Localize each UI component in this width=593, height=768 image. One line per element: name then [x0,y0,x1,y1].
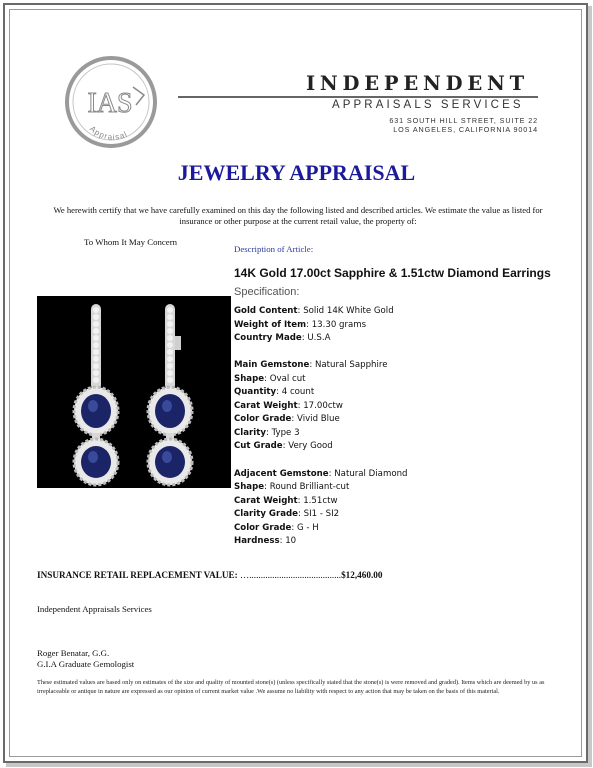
spec-main-quantity: Quantity: 4 count [234,387,315,398]
address-line-2: LOS ANGELES, CALIFORNIA 90014 [393,125,538,134]
appraiser-title: G.I.A Graduate Gemologist [37,659,135,669]
insurance-value-amount: $12,460.00 [341,570,383,580]
insurance-value-label: INSURANCE RETAIL REPLACEMENT VALUE: [37,570,238,580]
spec-main-cut: Cut Grade: Very Good [234,441,333,452]
certification-text: We herewith certify that we have carefully examined on this day the following listed and described articles. We estimate the value as listed for insurance or other purpose at the current retail value, the property of: [53,205,543,226]
specification-label: Specification: [234,286,300,298]
spec-adj-carat: Carat Weight: 1.51ctw [234,495,338,506]
spec-gold-content: Gold Content: Solid 14K White Gold [234,306,394,316]
spec-main-color: Color Grade: Vivid Blue [234,414,340,425]
page-title: JEWELRY APPRAISAL [177,160,416,185]
spec-main-shape: Shape: Oval cut [234,373,306,384]
page-shadow-right [588,6,592,766]
item-title: 14K Gold 17.00ct Sapphire & 1.51ctw Diamond Earrings [234,266,551,280]
ias-logo [64,55,158,149]
recipient: To Whom It May Concern [84,237,178,247]
earrings-photo [37,296,231,488]
company-subtitle: APPRAISALS SERVICES [332,99,524,111]
appraiser-name: Roger Benatar, G.G. [37,648,110,658]
spec-adj-shape: Shape: Round Brilliant-cut [234,482,350,493]
disclaimer-text: These estimated values are based only on estimates of the size and quality of mounted stone(s) (unless specifically stated that the stone(s) is were removed and graded). Items which are deemed by us as irreplaceable or antique in nature are expressed as our opinion of current market value .We assume no liability with respect to any action that may be taken on the basis of this material. [37,679,545,695]
spec-country: Country Made: U.S.A [234,333,331,344]
header-rule [178,96,538,98]
address-line-1: 631 SOUTH HILL STREET, SUITE 22 [389,116,538,125]
spec-adj-gemstone: Adjacent Gemstone: Natural Diamond [234,468,408,479]
logo-text: IAS [87,88,133,119]
company-name: INDEPENDENT [306,72,529,95]
description-label: Description of Article: [234,244,314,254]
insurance-value-line [37,570,382,580]
spec-main-clarity: Clarity: Type 3 [234,427,300,438]
logo-arc-text: Appraisal [87,124,130,142]
signature-company: Independent Appraisals Services [37,604,152,614]
spec-adj-color: Color Grade: G - H [234,522,319,533]
spec-adj-clarity: Clarity Grade: SI1 - SI2 [234,509,340,520]
insurance-value-dots: …........................................ [240,570,342,580]
spec-weight: Weight of Item: 13.30 grams [234,319,367,330]
spec-main-carat: Carat Weight: 17.00ctw [234,400,343,411]
spec-main-gemstone: Main Gemstone: Natural Sapphire [234,360,388,371]
spec-adj-hardness: Hardness: 10 [234,536,297,547]
page-shadow-bottom [6,763,592,767]
specifications-list [234,305,407,549]
